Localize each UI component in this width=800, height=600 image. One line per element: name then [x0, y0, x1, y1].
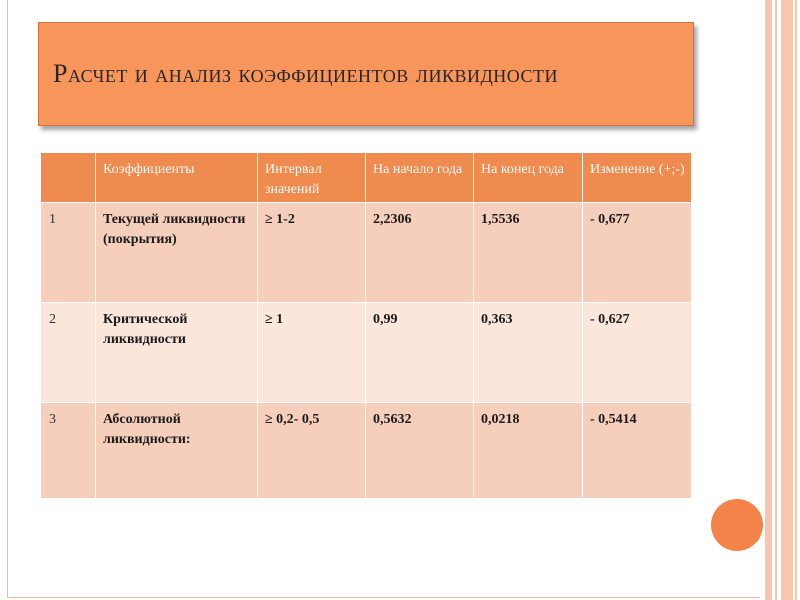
change-value: - 0,677 — [583, 203, 692, 303]
header-interval: Интервал значений — [258, 153, 366, 203]
coefficient-name: Текущей ликвидности (покрытия) — [96, 203, 258, 303]
slide-title: Расчет и анализ коэффициентов ликвидности — [53, 59, 558, 88]
decorative-circle — [711, 499, 763, 551]
row-number: 2 — [41, 303, 96, 403]
decorative-stripe — [775, 0, 777, 600]
start-value: 0,99 — [366, 303, 474, 403]
coefficient-name: Критической ликвидности — [96, 303, 258, 403]
decorative-stripe — [795, 0, 797, 600]
decorative-stripe — [781, 0, 793, 600]
row-number: 1 — [41, 203, 96, 303]
start-value: 2,2306 — [366, 203, 474, 303]
coefficient-name: Абсолютной ликвидности: — [96, 403, 258, 499]
end-value: 1,5536 — [474, 203, 583, 303]
header-coefficients: Коэффициенты — [96, 153, 258, 203]
liquidity-table — [40, 152, 692, 499]
header-num — [41, 153, 96, 203]
header-end-year: На конец года — [474, 153, 583, 203]
start-value: 0,5632 — [366, 403, 474, 499]
header-change: Изменение (+;-) — [583, 153, 692, 203]
change-value: - 0,627 — [583, 303, 692, 403]
interval-value: ≥ 1 — [258, 303, 366, 403]
end-value: 0,0218 — [474, 403, 583, 499]
change-value: - 0,5414 — [583, 403, 692, 499]
table-row — [41, 403, 692, 499]
end-value: 0,363 — [474, 303, 583, 403]
table-header-row — [41, 153, 692, 203]
decorative-stripe — [765, 0, 772, 600]
table-row — [41, 303, 692, 403]
interval-value: ≥ 1-2 — [258, 203, 366, 303]
title-box — [38, 22, 694, 126]
table-row — [41, 203, 692, 303]
header-start-year: На начало года — [366, 153, 474, 203]
row-number: 3 — [41, 403, 96, 499]
interval-value: ≥ 0,2- 0,5 — [258, 403, 366, 499]
